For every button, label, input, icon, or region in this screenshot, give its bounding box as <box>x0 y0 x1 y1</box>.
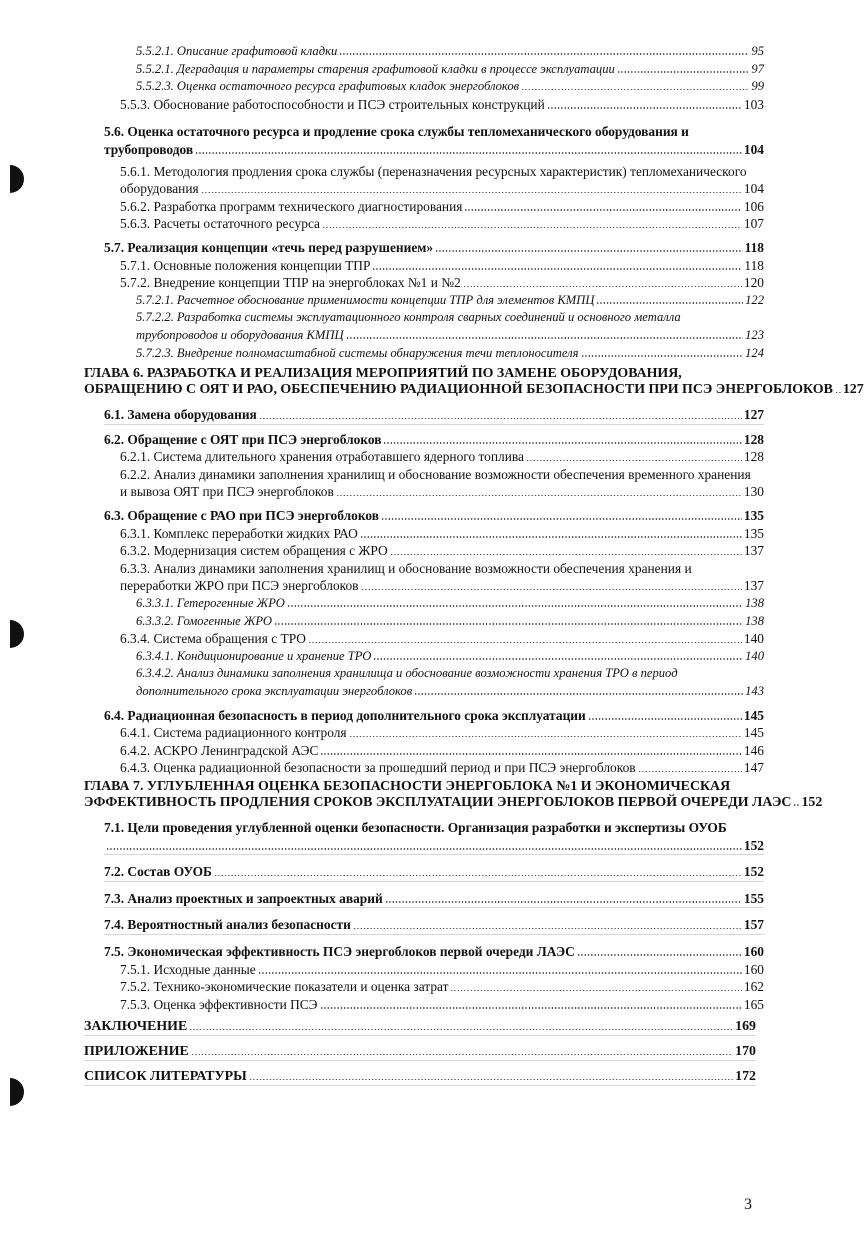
dot-leader <box>274 623 743 625</box>
toc-page-number: 122 <box>745 292 764 307</box>
dot-leader <box>106 848 742 850</box>
toc-entry: 6.4.2. АСКРО Ленинградской АЭС 146 <box>120 742 764 758</box>
toc-page-number: 170 <box>735 1044 756 1060</box>
dot-leader <box>189 1029 733 1031</box>
toc-entry: 6.3. Обращение с РАО при ПСЭ энергоблоков 135 <box>104 508 764 524</box>
toc-page-number: 137 <box>743 543 764 559</box>
toc-page-number: 157 <box>743 917 764 933</box>
dot-leader <box>195 152 742 154</box>
dot-leader <box>258 972 742 974</box>
toc-entry: ЗАКЛЮЧЕНИЕ 169 <box>84 1019 756 1035</box>
toc-page-number: 155 <box>743 890 764 906</box>
toc-page-number: 137 <box>743 578 764 594</box>
toc-page-number: 104 <box>743 181 764 197</box>
toc-page-number: 160 <box>743 943 764 959</box>
toc-entry: 5.5.2.1. Деградация и параметры старения графитовой кладки в процессе эксплуатации 97 <box>136 61 764 79</box>
dot-leader <box>385 901 742 903</box>
toc-page-number: 106 <box>743 198 764 214</box>
toc-entry: 6.3.3.1. Гетерогенные ЖРО 138 <box>136 595 764 613</box>
toc-entry: 6.2. Обращение с ОЯТ при ПСЭ энергоблоков 128 <box>104 431 764 447</box>
dot-leader <box>322 227 742 229</box>
toc-entry: 5.5.2.1. Описание графитовой кладки 95 <box>136 43 764 61</box>
toc-entry: 6.1. Замена оборудования 127 <box>104 406 764 425</box>
dot-leader <box>793 804 799 806</box>
toc-entry: ГЛАВА 7. УГЛУБЛЕННАЯ ОЦЕНКА БЕЗОПАСНОСТИ ЭНЕРГОБЛОКА №1 И ЭКОНОМИЧЕСКАЯ ЭФФЕКТИВНОСТЬ ПРОДЛЕНИЯ СРОКОВ ЭКСПЛУАТАЦИИ ЭНЕРГОБЛОКОВ ПЕРВОЙ ОЧЕРЕДИ ЛАЭС 152 <box>84 778 823 810</box>
toc-entry: 5.6.1. Методология продления срока службы (переназначения ресурсных характеристик) тепломеханического оборудования 104 <box>120 163 764 197</box>
toc-page-number: 165 <box>743 996 764 1012</box>
dot-leader <box>390 554 742 556</box>
toc-page-number: 160 <box>743 961 764 977</box>
toc-page-number: 143 <box>745 684 764 698</box>
dot-leader <box>320 1007 742 1009</box>
dot-leader <box>450 990 741 992</box>
toc-page-number: 152 <box>801 794 823 810</box>
dot-leader <box>526 460 742 462</box>
dot-leader <box>521 89 749 91</box>
toc-entry: ГЛАВА 6. РАЗРАБОТКА И РЕАЛИЗАЦИЯ МЕРОПРИЯТИЙ ПО ЗАМЕНЕ ОБОРУДОВАНИЯ, ОБРАЩЕНИЮ С ОЯТ И РАО, ОБЕСПЕЧЕНИЮ РАДИАЦИОННОЙ БЕЗОПАСНОСТИ ПРИ ПСЭ ЭНЕРГОБЛОКОВ 127 <box>84 366 864 398</box>
toc-page-number: 145 <box>743 725 764 741</box>
dot-leader <box>320 753 741 755</box>
toc-page-number: 162 <box>743 979 764 995</box>
toc-entry: 7.5.1. Исходные данные 160 <box>120 961 764 977</box>
page-number: 3 <box>744 1196 752 1213</box>
toc-entry: 5.6.2. Разработка программ технического диагностирования 106 <box>120 198 764 214</box>
toc-entry: 7.3. Анализ проектных и запроектных аварий 155 <box>104 890 764 909</box>
dot-leader <box>339 53 749 55</box>
dot-leader <box>577 954 742 956</box>
toc-entry: 6.3.2. Модернизация систем обращения с ЖРО 137 <box>120 543 764 559</box>
toc-page-number: 123 <box>745 327 764 342</box>
toc-page-number: 103 <box>743 96 764 112</box>
toc-page-number: 135 <box>743 525 764 541</box>
toc-page-number: 140 <box>743 631 764 647</box>
toc-page-number: 147 <box>743 760 764 776</box>
toc-entry: 6.3.4.2. Анализ динамики заполнения хранилища и обоснование возможности хранения ТРО в период дополнительного срока эксплуатации энергоблоков 143 <box>136 665 764 700</box>
toc-page-number: 146 <box>743 742 764 758</box>
toc-page-number: 140 <box>745 648 764 663</box>
toc-entry: 5.7.1. Основные положения концепции ТПР 118 <box>120 257 764 273</box>
toc-entry: 7.5. Экономическая эффективность ПСЭ энергоблоков первой очереди ЛАЭС 160 <box>104 943 764 959</box>
dot-leader <box>361 589 742 591</box>
dot-leader <box>349 736 742 738</box>
toc-page-number: 120 <box>743 275 764 291</box>
toc-page-number: 135 <box>743 508 764 524</box>
toc-entry: 7.2. Состав ОУОБ 152 <box>104 863 764 882</box>
toc-entry: 6.2.2. Анализ динамики заполнения хранилищ и обоснование возможности обеспечения временного хранения и вывоза ОЯТ при ПСЭ энергоблоков 130 <box>120 466 764 500</box>
dot-leader <box>336 495 742 497</box>
toc-entry: 5.5.2.3. Оценка остаточного ресурса графитовых кладок энергоблоков 99 <box>136 78 764 96</box>
toc-page-number: 138 <box>745 596 764 611</box>
toc-page-number: 107 <box>743 216 764 232</box>
toc-page-number: 124 <box>745 345 764 360</box>
toc-entry: 6.3.4.1. Кондиционирование и хранение ТРО 140 <box>136 648 764 666</box>
toc-entry: 5.7.2.1. Расчетное обоснование применимости концепции ТПР для элементов КМПЦ 122 <box>136 292 764 310</box>
toc-page-number: 145 <box>743 707 764 723</box>
dot-leader <box>435 250 743 252</box>
dot-leader <box>201 192 742 194</box>
toc-entry: СПИСОК ЛИТЕРАТУРЫ 172 <box>84 1069 756 1085</box>
toc-entry: 7.1. Цели проведения углубленной оценки безопасности. Организация разработки и экспертизы ОУОБ 152 <box>104 819 764 855</box>
dot-leader <box>191 1054 733 1056</box>
toc-entry: 6.3.1. Комплекс переработки жидких РАО 135 <box>120 525 764 541</box>
toc-page-number: 97 <box>751 61 764 76</box>
dot-leader <box>214 875 742 877</box>
toc-page-number: 152 <box>743 864 764 880</box>
toc-entry: 5.7.2.3. Внедрение полномасштабной системы обнаружения течи теплоносителя 124 <box>136 345 764 363</box>
dot-leader <box>464 209 741 211</box>
toc-page-number: 95 <box>751 44 764 58</box>
dot-leader <box>249 1079 733 1081</box>
toc-page-number: 130 <box>743 484 764 500</box>
dot-leader <box>638 771 742 773</box>
dot-leader <box>353 928 742 930</box>
toc-entry: 5.7.2.2. Разработка системы эксплуатационного контроля сварных соединений и основного металла трубопроводов и оборудования КМПЦ 123 <box>136 309 764 344</box>
toc-entry: 5.7.2. Внедрение концепции ТПР на энергоблоках №1 и №2 120 <box>120 275 764 291</box>
toc-entry: 6.3.4. Система обращения с ТРО 140 <box>120 631 764 647</box>
dot-leader <box>259 418 742 420</box>
dot-leader <box>588 718 742 720</box>
toc-entry: ПРИЛОЖЕНИЕ 170 <box>84 1044 756 1060</box>
toc-entry: 6.4. Радиационная безопасность в период дополнительного срока эксплуатации 145 <box>104 707 764 723</box>
dot-leader <box>596 302 743 304</box>
dot-leader <box>547 107 742 109</box>
toc-entry: 5.5.3. Обоснование работоспособности и ПСЭ строительных конструкций 103 <box>120 96 764 112</box>
toc-page-number: 169 <box>735 1019 756 1035</box>
toc-page-number: 104 <box>743 141 764 157</box>
dot-leader <box>381 518 742 520</box>
toc-entry: 6.3.3. Анализ динамики заполнения хранилищ и обоснование возможности обеспечения хранения и переработки ЖРО при ПСЭ энергоблоков 137 <box>120 560 764 594</box>
dot-leader <box>372 268 742 270</box>
toc-entry: 6.3.3.2. Гомогенные ЖРО 138 <box>136 613 764 631</box>
dot-leader <box>581 355 744 357</box>
dot-leader <box>617 71 750 73</box>
toc-page-number: 127 <box>842 382 864 398</box>
toc-page-number: 128 <box>743 431 764 447</box>
toc-entry: 6.4.1. Система радиационного контроля 145 <box>120 725 764 741</box>
toc-entry: 7.4. Вероятностный анализ безопасности 157 <box>104 916 764 935</box>
dot-leader <box>383 442 741 444</box>
table-of-contents <box>0 43 864 1086</box>
toc-page-number: 128 <box>743 449 764 465</box>
dot-leader <box>373 658 743 660</box>
dot-leader <box>463 286 742 288</box>
toc-page-number: 172 <box>735 1069 756 1085</box>
toc-entry: 5.6. Оценка остаточного ресурса и продление срока службы тепломеханического оборудования и трубопроводов 104 <box>104 124 764 157</box>
dot-leader <box>414 693 743 695</box>
toc-page-number: 99 <box>751 79 764 94</box>
toc-entry: 6.2.1. Система длительного хранения отработавшего ядерного топлива 128 <box>120 449 764 465</box>
toc-page-number: 118 <box>744 239 764 255</box>
toc-page-number: 152 <box>743 837 764 853</box>
toc-page-number: 118 <box>744 257 764 273</box>
dot-leader <box>360 536 742 538</box>
dot-leader <box>835 392 841 394</box>
dot-leader <box>346 337 744 339</box>
toc-entry: 6.4.3. Оценка радиационной безопасности за прошедший период и при ПСЭ энергоблоков 147 <box>120 760 764 776</box>
toc-page-number: 127 <box>743 407 764 423</box>
toc-entry: 5.7. Реализация концепции «течь перед разрушением» 118 <box>104 239 764 255</box>
toc-entry: 7.5.3. Оценка эффективности ПСЭ 165 <box>120 996 764 1012</box>
toc-page-number: 138 <box>745 613 764 628</box>
dot-leader <box>287 605 743 607</box>
toc-entry: 7.5.2. Технико-экономические показатели и оценка затрат 162 <box>120 979 764 995</box>
dot-leader <box>308 642 742 644</box>
toc-entry: 5.6.3. Расчеты остаточного ресурса 107 <box>120 216 764 232</box>
